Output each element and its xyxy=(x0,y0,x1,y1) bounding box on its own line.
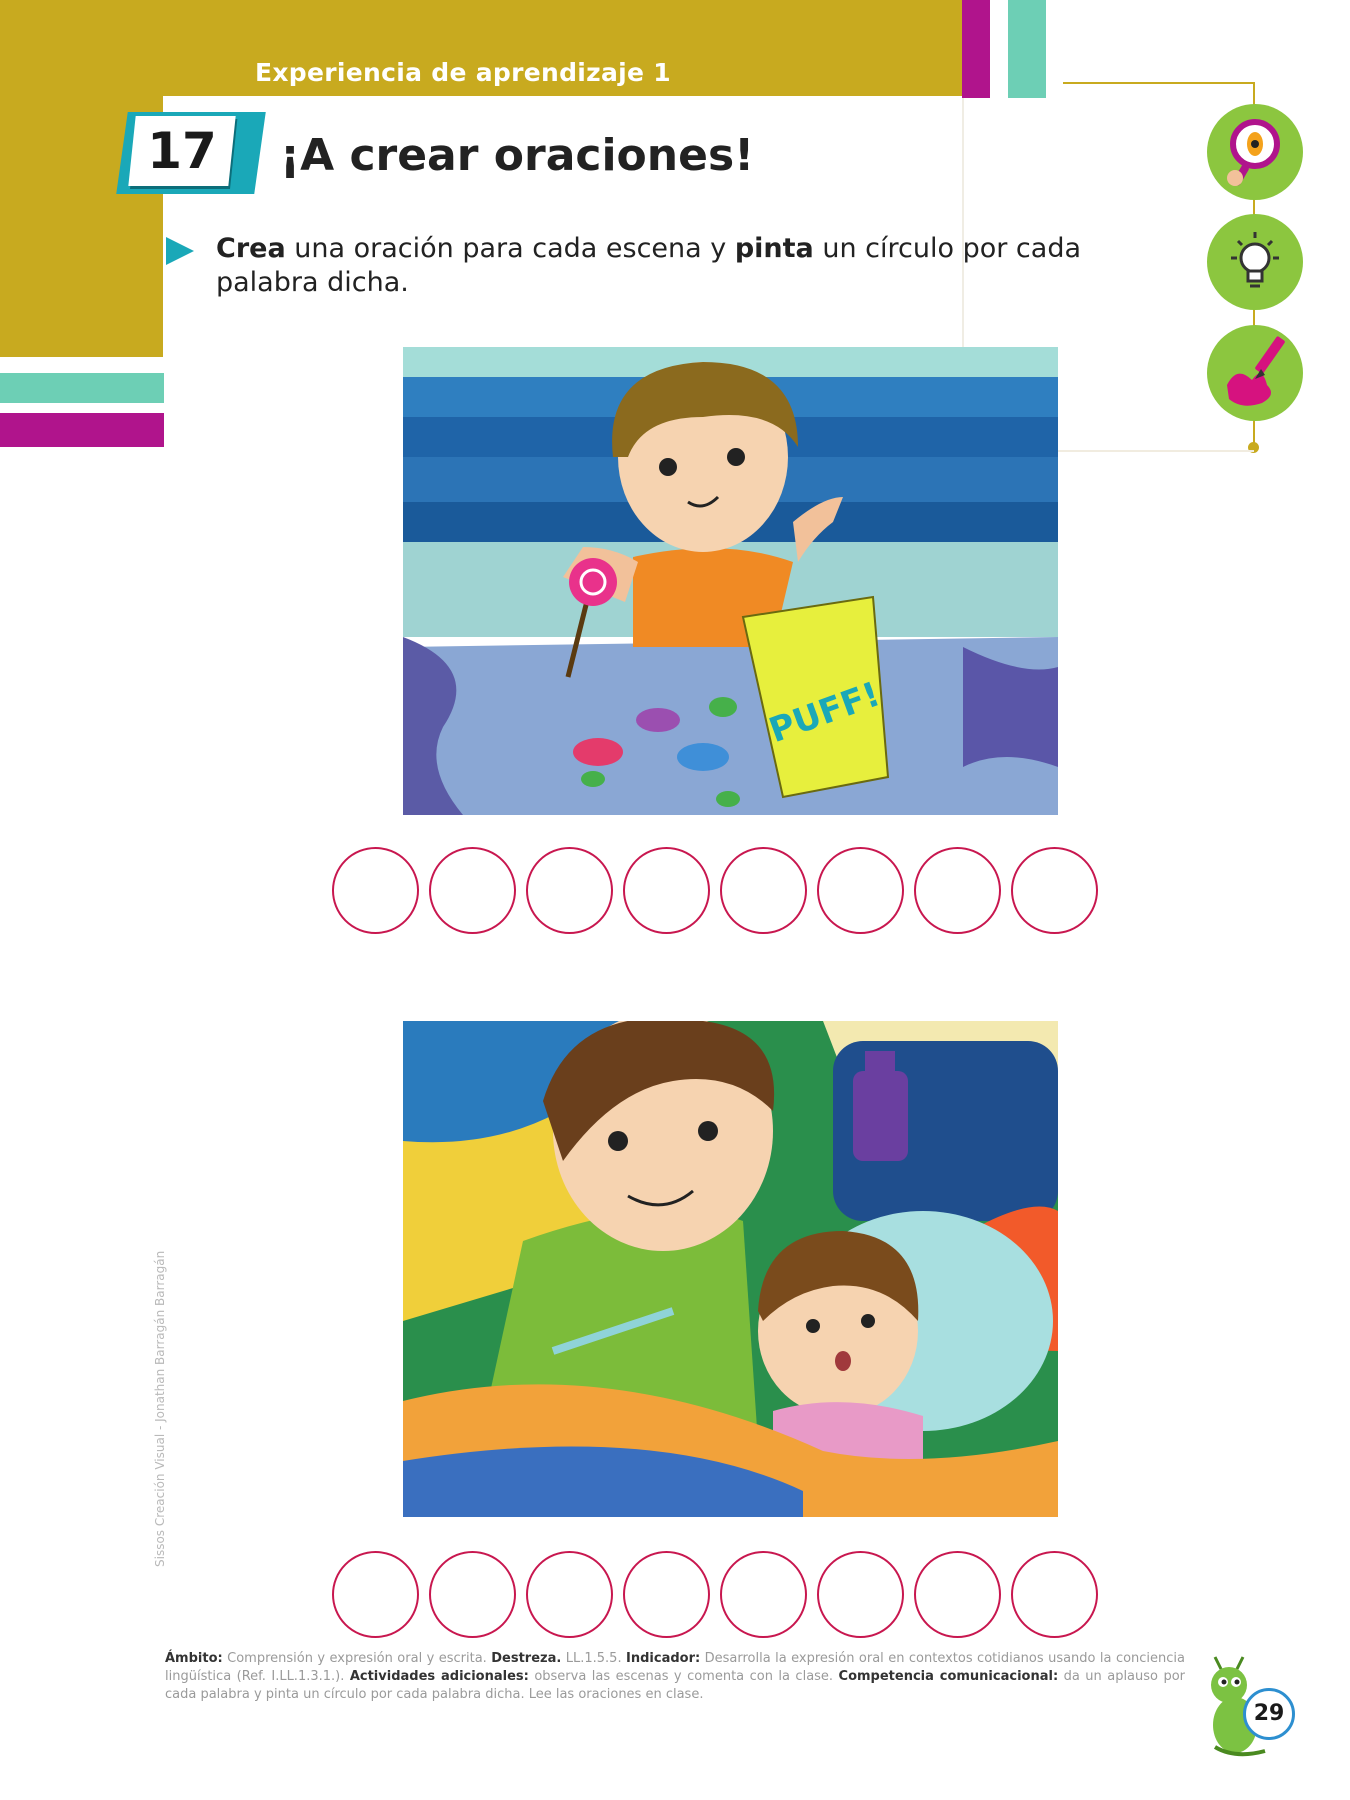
lesson-number: 17 xyxy=(147,122,217,180)
word-circle[interactable] xyxy=(429,847,516,934)
mint-stripe-left xyxy=(0,373,164,403)
magenta-stripe-top xyxy=(962,0,990,98)
ambito-label: Ámbito: xyxy=(165,1651,223,1666)
image-credit-text: Sissos Creación Visual - Jonathan Barragán Barragán xyxy=(153,1250,167,1567)
word-circles-row-2 xyxy=(332,1551,1098,1638)
actividades-text: observa las escenas y comenta con la clase. xyxy=(528,1669,839,1684)
word-circle[interactable] xyxy=(526,847,613,934)
connector-line-top xyxy=(1063,82,1255,84)
bullet-arrow-icon xyxy=(166,237,194,265)
svg-text:PUFF!: PUFF! xyxy=(764,674,886,752)
competencia-text: da un aplauso por cada palabra y pinta un círculo por cada palabra dicha. Lee las oraciones en clase. xyxy=(165,1669,1186,1702)
destreza-label: Destreza. xyxy=(491,1651,562,1666)
parent-feeding-child-medicine-scene xyxy=(403,1021,1058,1517)
actividades-label: Actividades adicionales: xyxy=(349,1669,529,1684)
page-number-badge xyxy=(1195,1655,1305,1765)
word-circle[interactable] xyxy=(623,847,710,934)
child-with-candies-scene xyxy=(403,347,1058,815)
instruction-part-2: un círculo por cada palabra dicha. xyxy=(216,233,1081,298)
panel-divider xyxy=(962,96,964,357)
instruction-part-1: una oración para cada escena y xyxy=(285,233,735,264)
image-credit xyxy=(150,1250,170,1570)
indicador-label: Indicador: xyxy=(626,1651,701,1666)
word-circle[interactable] xyxy=(1011,847,1098,934)
word-circle[interactable] xyxy=(429,1551,516,1638)
magenta-stripe-left xyxy=(0,413,164,447)
page-title: ¡A crear oraciones! xyxy=(280,130,755,181)
lesson-number-badge xyxy=(122,112,260,194)
word-circle[interactable] xyxy=(720,1551,807,1638)
destreza-text: LL.1.5.5. xyxy=(561,1651,627,1666)
lightbulb-icon xyxy=(1207,214,1303,310)
ambito-text: Comprensión y expresión oral y escrita. xyxy=(222,1651,492,1666)
word-circle[interactable] xyxy=(817,847,904,934)
word-circle[interactable] xyxy=(817,1551,904,1638)
competencia-label: Competencia comunicacional: xyxy=(838,1669,1059,1684)
instruction-verb-crea: Crea xyxy=(216,233,286,264)
word-circle[interactable] xyxy=(332,1551,419,1638)
magnifier-eye-icon xyxy=(1207,104,1303,200)
word-circle[interactable] xyxy=(526,1551,613,1638)
paint-hand-pencil-icon xyxy=(1207,325,1303,421)
word-circle[interactable] xyxy=(332,847,419,934)
experience-kicker: Experiencia de aprendizaje 1 xyxy=(255,58,671,87)
word-circle[interactable] xyxy=(720,847,807,934)
page-number: 29 xyxy=(1243,1688,1295,1740)
word-circle[interactable] xyxy=(914,1551,1001,1638)
word-circles-row-1 xyxy=(332,847,1098,934)
instruction-verb-pinta: pinta xyxy=(734,233,814,264)
indicador-text: Desarrolla la expresión oral en contextos cotidianos usando la conciencia lingüística (Ref. I.LL.1.3.1.). xyxy=(165,1651,1186,1684)
word-circle[interactable] xyxy=(914,847,1001,934)
mint-stripe-top xyxy=(1008,0,1046,98)
word-circle[interactable] xyxy=(1011,1551,1098,1638)
instruction-text xyxy=(216,232,1116,300)
curriculum-footnote xyxy=(165,1650,1185,1704)
word-circle[interactable] xyxy=(623,1551,710,1638)
